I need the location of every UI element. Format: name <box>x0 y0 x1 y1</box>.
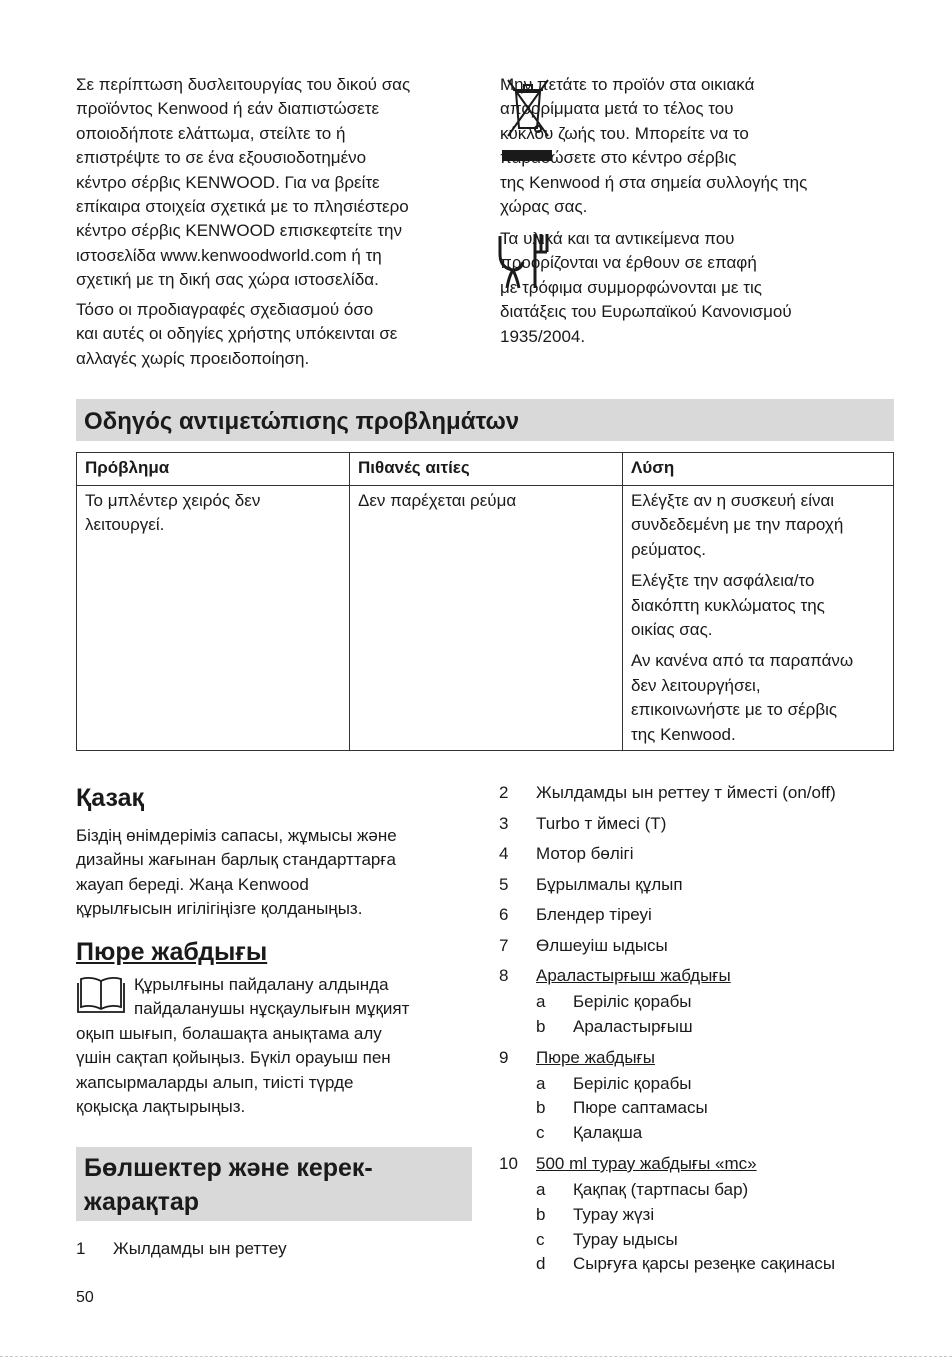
service-line: Σε περίπτωση δυσλειτουργίας του δικού σας <box>76 75 411 94</box>
troubleshooting-title: Οδηγός αντιμετώπισης προβλημάτων <box>76 399 894 441</box>
solution-paragraph <box>631 569 885 642</box>
service-line: κέντρο σέρβις KENWOOD επισκεφτείτε την <box>76 221 402 241</box>
read-manual-first <box>134 973 409 1022</box>
spec-line: αλλαγές χωρίς προειδοποίηση. <box>76 348 310 368</box>
read-line: жапсырмаларды алып, тиісті түрде <box>76 1072 354 1092</box>
subitem-letter: b <box>536 1098 546 1118</box>
part-number: 7 <box>499 935 509 955</box>
part-number: 4 <box>499 844 509 863</box>
solution-line: ρεύματος. <box>631 539 707 559</box>
food-line: διατάξεις του Ευρωπαϊκού Κανονισμού <box>500 302 792 322</box>
solution-paragraph <box>631 489 885 562</box>
spec-paragraph <box>76 298 397 371</box>
service-line: ιστοσελίδα www.kenwoodworld.com ή τη <box>76 245 382 265</box>
solution-line: της Kenwood. <box>631 724 736 744</box>
subitem-letter: a <box>536 1073 546 1093</box>
part-label: Араластырғыш жабдығы <box>536 966 731 985</box>
subitem-letter: a <box>536 992 546 1011</box>
page-edge-rule <box>0 1356 952 1357</box>
subitem-label: Қақпақ (тартпасы бар) <box>573 1179 749 1199</box>
problem-line: λειτουργεί. <box>85 515 165 535</box>
solution-line: οικίας σας. <box>631 620 713 640</box>
service-paragraph <box>76 73 410 293</box>
spec-line: Τόσο οι προδιαγραφές σχεδιασμού όσο <box>76 300 374 319</box>
solution-cell <box>623 486 894 751</box>
solution-line: Ελέγξτε την ασφάλεια/το <box>631 571 815 591</box>
parts-title: Бөлшектер және керек- жарақтар <box>76 1147 472 1221</box>
weee-line: χώρας σας. <box>500 197 588 217</box>
part-label: Блендер тіреуі <box>536 905 652 924</box>
subitem-label: Араластырғыш <box>573 1016 693 1036</box>
part-label: Мотор бөлігі <box>536 844 634 863</box>
subitem-letter: d <box>536 1254 546 1274</box>
read-line: Құрылғыны пайдалану алдында <box>134 975 389 994</box>
intro-line: дизайны жағынан барлық стандарттарға <box>76 850 397 870</box>
weee-line: της Kenwood ή στα σημεία συλλογής της <box>500 172 808 192</box>
part-number: 6 <box>499 905 509 924</box>
service-line: επίκαιρα στοιχεία σχετικά με το πλησιέστερο <box>76 197 409 217</box>
header-causes: Πιθανές αιτίες <box>350 453 623 486</box>
part-label: Жылдамды ын реттеу т йместі (on/off) <box>536 783 836 802</box>
part-label: Өлшеуіш ыдысы <box>536 935 668 955</box>
read-line: қоқысқа лақтырыңыз. <box>76 1097 246 1117</box>
subitem-letter: c <box>536 1229 545 1249</box>
subitem-label: Пюре саптамасы <box>573 1098 708 1118</box>
subitem-label: Беріліс қорабы <box>573 992 692 1011</box>
part-number: 9 <box>499 1047 509 1067</box>
solution-line: δεν λειτουργήσει, <box>631 675 761 695</box>
service-line: οποιοδήποτε ελάττωμα, στείλτε το ή <box>76 123 346 143</box>
page-number: 50 <box>76 1289 94 1306</box>
subitem-label: Турау ыдысы <box>573 1229 678 1249</box>
food-line: 1935/2004. <box>500 326 586 346</box>
solution-line: συνδεδεμένη με την παροχή <box>631 515 844 535</box>
puree-heading: Пюре жабдығы <box>76 938 268 966</box>
part-number: 2 <box>499 783 509 802</box>
weee-paragraph <box>500 73 807 219</box>
food-line: προορίζονται να έρθουν σε επαφή <box>500 253 757 273</box>
weee-line: κύκλου ζωής του. Μπορείτε να το <box>500 123 749 143</box>
intro-line: құрылғысын игілігіңізге қолданыңыз. <box>76 899 363 919</box>
read-manual-rest <box>76 1022 391 1120</box>
read-line: пайдаланушы нұсқаулығын мұқият <box>134 999 410 1019</box>
weee-line: παραδώσετε στο κέντρο σέρβις <box>500 148 737 168</box>
service-line: επιστρέψτε το σε ένα εξουσιοδοτημένο <box>76 148 367 168</box>
food-line: Τα υλικά και τα αντικείμενα που <box>500 229 735 248</box>
part-label: Turbo т ймесі (T) <box>536 813 667 833</box>
problem-cell <box>77 486 350 751</box>
intro-line: Біздің өнімдеріміз сапасы, жұмысы және <box>76 826 397 845</box>
subitem-letter: c <box>536 1123 545 1143</box>
part-number: 10 <box>499 1153 518 1173</box>
part-label: Бұрылмалы құлып <box>536 874 683 894</box>
cause-cell: Δεν παρέχεται ρεύμα <box>350 486 623 751</box>
solution-line: διακόπτη κυκλώματος της <box>631 595 825 615</box>
part-number: 3 <box>499 813 509 833</box>
read-line: үшін сақтап қойыңыз. Бүкіл орауыш пен <box>76 1048 391 1068</box>
service-line: προϊόντος Kenwood ή εάν διαπιστώσετε <box>76 99 380 119</box>
solution-line: Ελέγξτε αν η συσκευή είναι <box>631 491 835 510</box>
manual-book-icon <box>76 973 126 1015</box>
part-number: 5 <box>499 874 509 894</box>
subitem-label: Қалақша <box>573 1123 643 1143</box>
problem-line: Το μπλέντερ χειρός δεν <box>85 491 261 510</box>
kazakh-intro <box>76 824 397 922</box>
read-line: оқып шығып, болашақта анықтама алу <box>76 1024 382 1043</box>
subitem-label: Турау жүзі <box>573 1204 655 1224</box>
weee-line: Μην πετάτε το προϊόν στα οικιακά <box>500 75 755 94</box>
solution-line: Αν κανένα από τα παραπάνω <box>631 651 854 671</box>
solution-line: επικοινωνήστε με το σέρβις <box>631 700 838 720</box>
solution-paragraph <box>631 649 885 747</box>
service-line: κέντρο σέρβις KENWOOD. Για να βρείτε <box>76 172 380 192</box>
header-solution: Λύση <box>623 453 894 486</box>
service-line: σχετική με τη δική σας χώρα ιστοσελίδα. <box>76 270 379 290</box>
part-label: Пюре жабдығы <box>536 1047 655 1067</box>
food-contact-paragraph <box>500 227 792 349</box>
part-label: 500 ml турау жабдығы «mc» <box>536 1153 757 1173</box>
subitem-label: Сырғуға қарсы резеңке сақинасы <box>573 1254 836 1274</box>
intro-line: жауап береді. Жаңа Kenwood <box>76 874 309 894</box>
subitem-label: Беріліс қорабы <box>573 1073 692 1093</box>
troubleshooting-table <box>76 452 894 751</box>
subitem-letter: b <box>536 1204 546 1224</box>
kazakh-heading: Қазақ <box>76 784 144 812</box>
subitem-letter: b <box>536 1016 546 1036</box>
part-number: 8 <box>499 966 509 985</box>
spec-line: και αυτές οι οδηγίες χρήστης υπόκεινται σε <box>76 324 398 344</box>
food-line: με τρόφιμα συμμορφώνονται με τις <box>500 277 762 297</box>
weee-line: απορρίμματα μετά το τέλος του <box>500 99 734 119</box>
subitem-letter: a <box>536 1179 546 1199</box>
header-problem: Πρόβλημα <box>77 453 350 486</box>
